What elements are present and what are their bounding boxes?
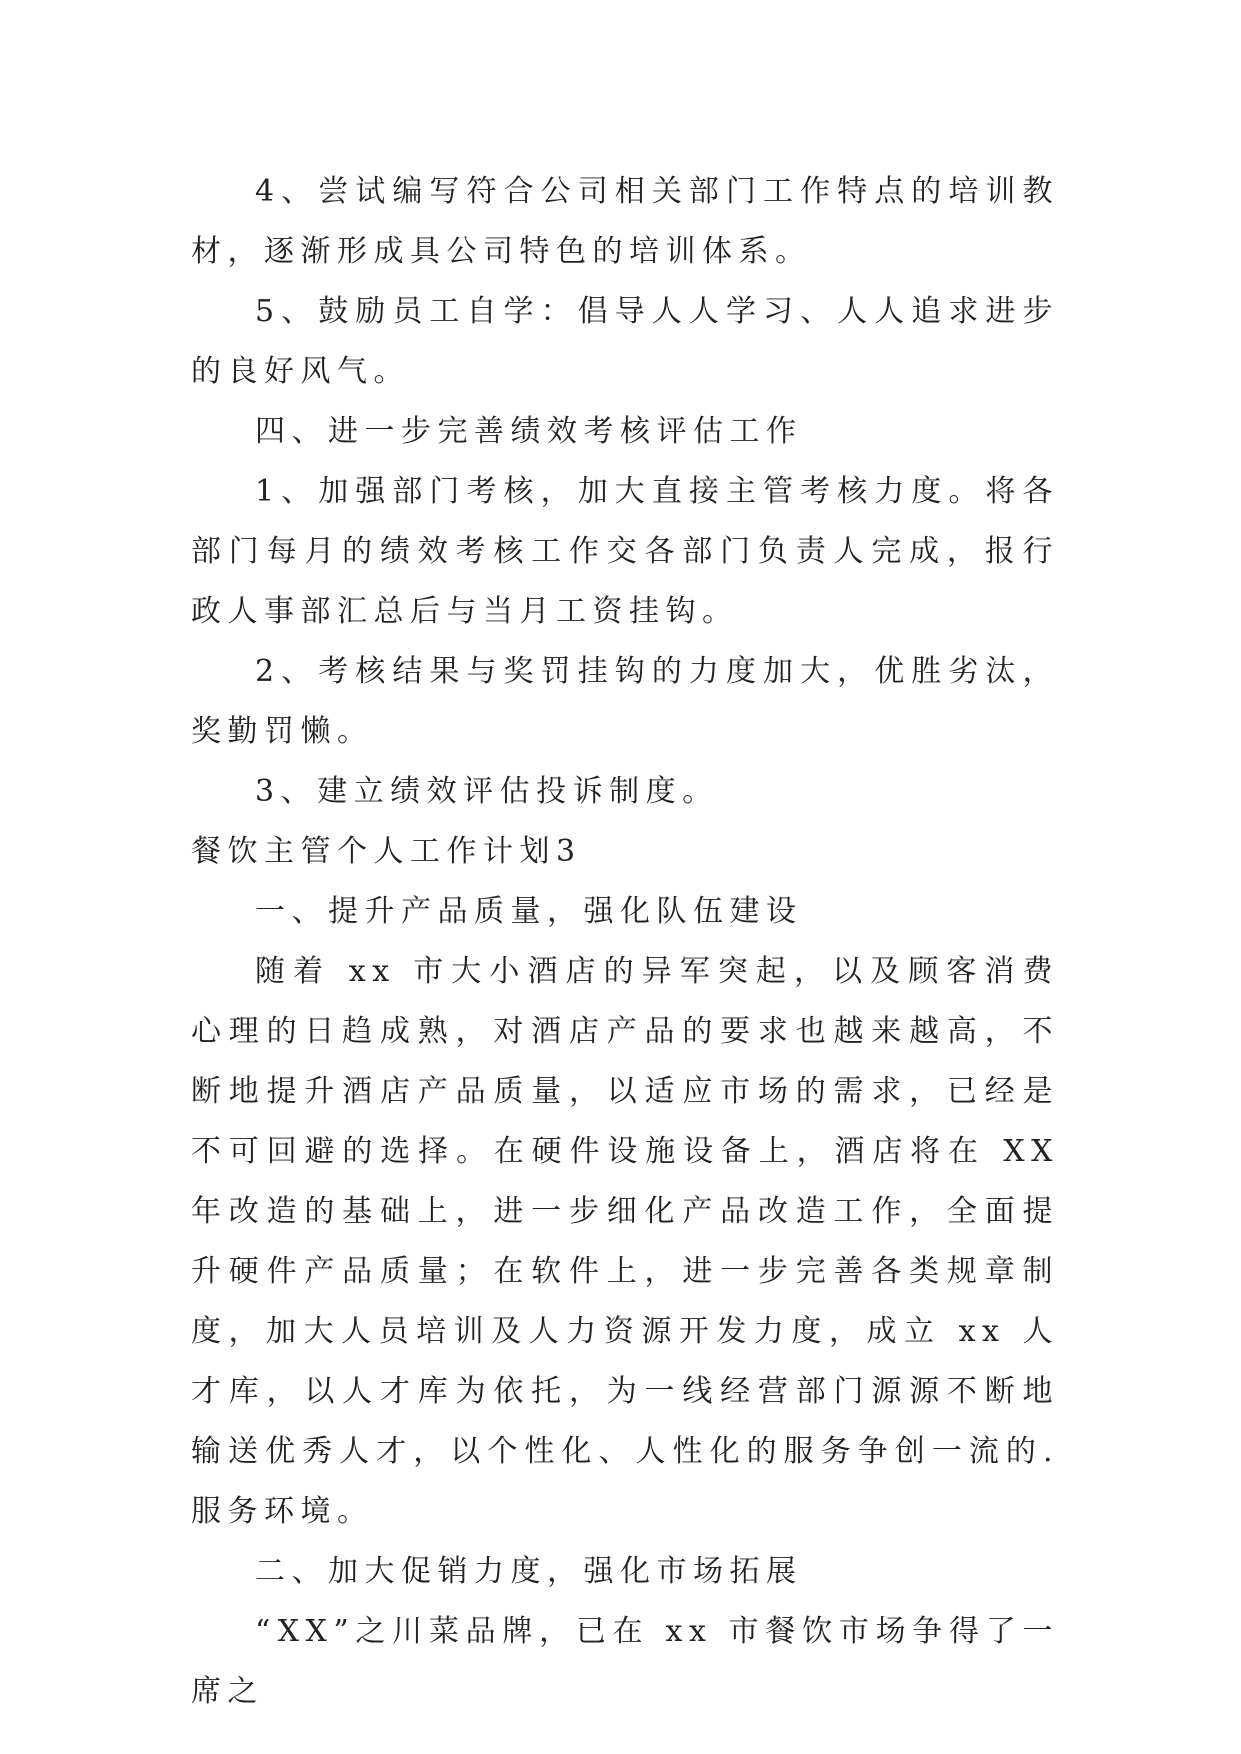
paragraph-department-assessment: 1、加强部门考核，加大直接主管考核力度。将各部门每月的绩效考核工作交各部门负责人完成，报行政人事部汇总后与当月工资挂钩。: [191, 474, 1059, 629]
document-page: [191, 162, 1059, 1722]
paragraph-product-quality-body: 随着 xx 市大小酒店的异军突起，以及顾客消费心理的日趋成熟，对酒店产品的要求也越来越高，不断地提升酒店产品质量，以适应市场的需求，已经是不可回避的选择。在硬件设施设备上，酒店将在 XX 年改造的基础上，进一步细化产品改造工作，全面提升硬件产品质量；在软件上，进一步完善各类规章制度，加大人员培训及人力资源开发力度，成立 xx 人才库，以人才库为依托，为一线经营部门源源不断地输送优秀人才，以个性化、人性化的服务争创一流的.服务环境。: [191, 954, 1059, 1529]
paragraph-training-materials: 4、尝试编写符合公司相关部门工作特点的培训教材，逐渐形成具公司特色的培训体系。: [191, 174, 1059, 269]
paragraph-complaint-system: 3、建立绩效评估投诉制度。: [255, 774, 719, 809]
paragraph-brand: “XX”之川菜品牌，已在 xx 市餐饮市场争得了一席之: [191, 1614, 1059, 1709]
heading-promotion: 二、加大促销力度，强化市场拓展: [255, 1554, 803, 1589]
paragraph-reward-punishment: 2、考核结果与奖罚挂钩的力度加大，优胜劣汰，奖勤罚懒。: [191, 654, 1059, 749]
section-title-plan-3: 餐饮主管个人工作计划3: [191, 834, 582, 869]
heading-performance-evaluation: 四、进一步完善绩效考核评估工作: [255, 414, 803, 449]
paragraph-self-study: 5、鼓励员工自学：倡导人人学习、人人追求进步的良好风气。: [191, 294, 1059, 389]
heading-product-quality: 一、提升产品质量，强化队伍建设: [255, 894, 803, 929]
